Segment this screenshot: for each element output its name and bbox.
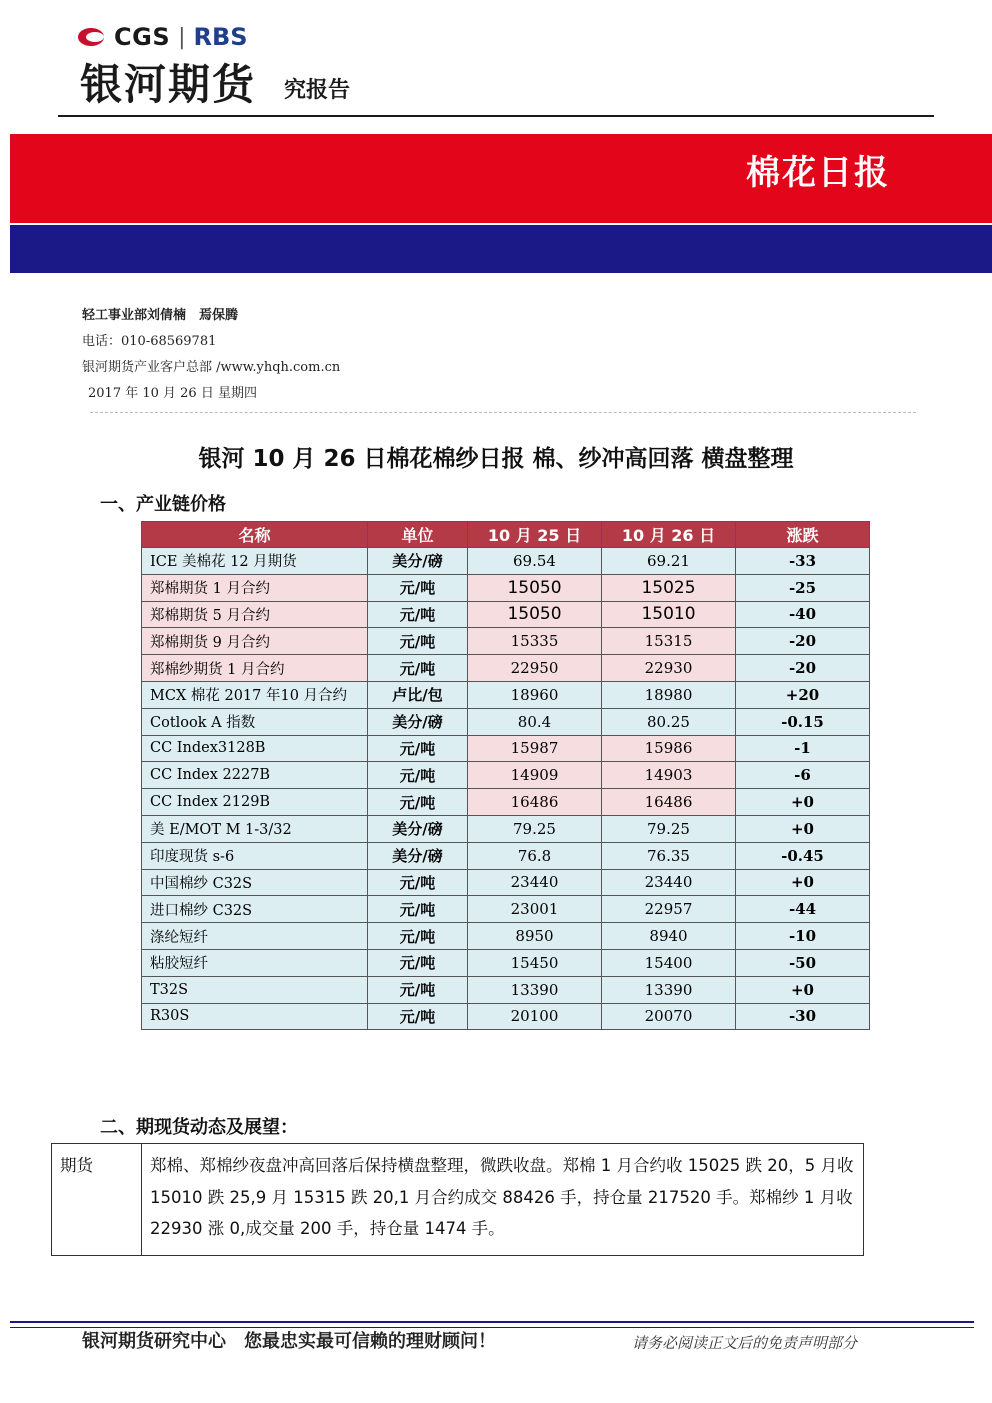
- cell-name: 粘胶短纤: [142, 949, 368, 976]
- cgs-swoosh-icon: [78, 26, 108, 48]
- cell-d2: 76.35: [602, 842, 736, 869]
- cell-name: 印度现货 s-6: [142, 842, 368, 869]
- cell-chg: -0.45: [736, 842, 870, 869]
- cell-d2: 15025: [602, 574, 736, 601]
- cell-chg: -30: [736, 1003, 870, 1030]
- cell-name: R30S: [142, 1003, 368, 1030]
- cell-chg: -1: [736, 735, 870, 762]
- table-row: [142, 815, 870, 842]
- table-row: [142, 548, 870, 575]
- cell-d1: 76.8: [468, 842, 602, 869]
- cell-name: MCX 棉花 2017 年10 月合约: [142, 681, 368, 708]
- cell-unit: 元/吨: [368, 655, 468, 682]
- cell-name: ICE 美棉花 12 月期货: [142, 548, 368, 575]
- futures-commentary-table: [51, 1143, 864, 1256]
- table-row: [142, 735, 870, 762]
- cell-d2: 79.25: [602, 815, 736, 842]
- cell-name: 郑棉期货 1 月合约: [142, 574, 368, 601]
- cell-chg: +0: [736, 869, 870, 896]
- cell-chg: -44: [736, 896, 870, 923]
- column-header: 单位: [368, 522, 468, 548]
- cell-chg: -33: [736, 548, 870, 575]
- cell-d2: 69.21: [602, 548, 736, 575]
- cell-name: 郑棉期货 9 月合约: [142, 628, 368, 655]
- column-header: 名称: [142, 522, 368, 548]
- table-row: [142, 655, 870, 682]
- cell-name: 美 E/MOT M 1-3/32: [142, 815, 368, 842]
- cell-name: CC Index 2227B: [142, 762, 368, 789]
- cell-d2: 15315: [602, 628, 736, 655]
- document-title: 银河 10 月 26 日棉花棉纱日报 棉、纱冲高回落 横盘整理: [198, 446, 794, 472]
- table-row: [142, 789, 870, 816]
- cell-d1: 15450: [468, 949, 602, 976]
- cell-name: 中国棉纱 C32S: [142, 869, 368, 896]
- author-website[interactable]: 银河期货产业客户总部 /www.yhqh.com.cn: [82, 360, 341, 375]
- logo: [78, 20, 248, 54]
- cell-chg: -10: [736, 923, 870, 950]
- report-type-title: 棉花日报: [746, 153, 890, 193]
- cell-chg: -20: [736, 628, 870, 655]
- footer-slogan: 银河期货研究中心 您最忠实最可信赖的理财顾问！: [82, 1331, 496, 1352]
- cell-chg: +20: [736, 681, 870, 708]
- cell-d1: 15335: [468, 628, 602, 655]
- cell-d2: 8940: [602, 923, 736, 950]
- cell-unit: 元/吨: [368, 762, 468, 789]
- brand-name: 银河期货: [80, 60, 257, 109]
- dashed-divider: [90, 412, 916, 413]
- cell-d2: 22930: [602, 655, 736, 682]
- table-row: [142, 976, 870, 1003]
- cell-d1: 14909: [468, 762, 602, 789]
- logo-rbs: RBS: [193, 23, 248, 51]
- cell-name: 郑棉期货 5 月合约: [142, 601, 368, 628]
- cell-d2: 22957: [602, 896, 736, 923]
- logo-cgs: CGS: [114, 23, 171, 51]
- cell-name: 涤纶短纤: [142, 923, 368, 950]
- cell-d2: 23440: [602, 869, 736, 896]
- cell-chg: -25: [736, 574, 870, 601]
- cell-chg: -6: [736, 762, 870, 789]
- futures-commentary: 郑棉、郑棉纱夜盘冲高回落后保持横盘整理，微跌收盘。郑棉 1 月合约收 15025 跌 20，5 月收 15010 跌 25,9 月 15315 跌 20,1 月合约成交 88426 手，持仓量 217520 手。郑棉纱 1 月收 22930 涨 0,成交量 200 手，持仓量 1474 手。: [142, 1144, 864, 1256]
- cell-d1: 16486: [468, 789, 602, 816]
- cell-unit: 元/吨: [368, 601, 468, 628]
- cell-unit: 元/吨: [368, 789, 468, 816]
- cell-d1: 15050: [468, 574, 602, 601]
- column-header: 10 月 26 日: [602, 522, 736, 548]
- table-row: [142, 762, 870, 789]
- column-header: 10 月 25 日: [468, 522, 602, 548]
- cell-name: CC Index 2129B: [142, 789, 368, 816]
- cell-unit: 美分/磅: [368, 708, 468, 735]
- brand-subtitle: 究报告: [284, 78, 351, 103]
- cell-d1: 15050: [468, 601, 602, 628]
- cell-d1: 79.25: [468, 815, 602, 842]
- table-row: [142, 628, 870, 655]
- cell-name: T32S: [142, 976, 368, 1003]
- footer-divider: [10, 1321, 974, 1323]
- cell-chg: +0: [736, 976, 870, 1003]
- cell-unit: 美分/磅: [368, 842, 468, 869]
- cell-name: 郑棉纱期货 1 月合约: [142, 655, 368, 682]
- cell-d1: 20100: [468, 1003, 602, 1030]
- cell-unit: 元/吨: [368, 735, 468, 762]
- cell-unit: 元/吨: [368, 976, 468, 1003]
- table-row: [142, 1003, 870, 1030]
- futures-label: 期货: [52, 1144, 142, 1256]
- table-row: [142, 601, 870, 628]
- table-row: [142, 869, 870, 896]
- cell-name: Cotlook A 指数: [142, 708, 368, 735]
- table-row: [142, 708, 870, 735]
- cell-d2: 80.25: [602, 708, 736, 735]
- table-row: [142, 574, 870, 601]
- cell-name: CC Index3128B: [142, 735, 368, 762]
- section-heading-industry-prices: 一、产业链价格: [100, 494, 226, 515]
- cell-d2: 14903: [602, 762, 736, 789]
- cell-d1: 13390: [468, 976, 602, 1003]
- cell-name: 进口棉纱 C32S: [142, 896, 368, 923]
- cell-unit: 美分/磅: [368, 548, 468, 575]
- cell-unit: 元/吨: [368, 949, 468, 976]
- price-table: [141, 521, 870, 1030]
- table-row: [142, 949, 870, 976]
- cell-unit: 元/吨: [368, 628, 468, 655]
- cell-d2: 20070: [602, 1003, 736, 1030]
- cell-unit: 元/吨: [368, 896, 468, 923]
- cell-unit: 元/吨: [368, 923, 468, 950]
- cell-chg: +0: [736, 815, 870, 842]
- cell-d2: 15010: [602, 601, 736, 628]
- table-row: [142, 923, 870, 950]
- cell-unit: 美分/磅: [368, 815, 468, 842]
- cell-d1: 23001: [468, 896, 602, 923]
- cell-d2: 15986: [602, 735, 736, 762]
- cell-unit: 元/吨: [368, 869, 468, 896]
- cell-chg: -50: [736, 949, 870, 976]
- footer-disclaimer-note: 请务必阅读正文后的免责声明部分: [632, 1334, 858, 1352]
- cell-d2: 15400: [602, 949, 736, 976]
- table-row: [142, 896, 870, 923]
- column-header: 涨跌: [736, 522, 870, 548]
- cell-d1: 18960: [468, 681, 602, 708]
- table-header-row: [142, 522, 870, 548]
- cell-chg: -40: [736, 601, 870, 628]
- cell-unit: 卢比/包: [368, 681, 468, 708]
- cell-d1: 80.4: [468, 708, 602, 735]
- cell-chg: -0.15: [736, 708, 870, 735]
- cell-d2: 16486: [602, 789, 736, 816]
- report-date: 2017 年 10 月 26 日 星期四: [88, 386, 257, 401]
- cell-d2: 13390: [602, 976, 736, 1003]
- table-row: [142, 681, 870, 708]
- section-heading-market-outlook: 二、期现货动态及展望：: [100, 1117, 298, 1138]
- table-row: [142, 842, 870, 869]
- cell-d1: 15987: [468, 735, 602, 762]
- cell-d1: 23440: [468, 869, 602, 896]
- cell-unit: 元/吨: [368, 574, 468, 601]
- cell-d1: 8950: [468, 923, 602, 950]
- logo-separator: |: [178, 24, 186, 50]
- cell-chg: -20: [736, 655, 870, 682]
- cell-d1: 22950: [468, 655, 602, 682]
- cell-d2: 18980: [602, 681, 736, 708]
- author-dept: 轻工事业部刘倩楠 焉保腾: [82, 308, 239, 323]
- cell-d1: 69.54: [468, 548, 602, 575]
- header-divider: [58, 115, 934, 117]
- author-phone: 电话：010-68569781: [82, 334, 217, 349]
- table-row: [52, 1144, 864, 1256]
- cell-unit: 元/吨: [368, 1003, 468, 1030]
- banner-blue-band: [10, 225, 992, 273]
- cell-chg: +0: [736, 789, 870, 816]
